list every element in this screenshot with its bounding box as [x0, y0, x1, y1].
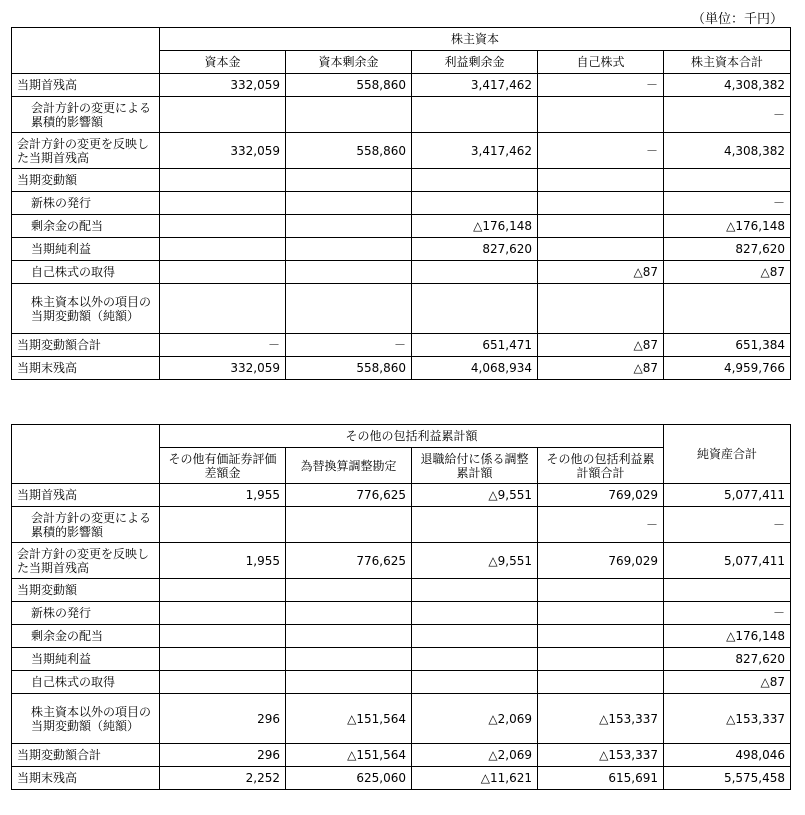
- table-row: [12, 543, 791, 579]
- value-cell: [538, 192, 664, 215]
- row-label: 当期変動額: [12, 579, 160, 602]
- value-cell: 769,029: [538, 543, 664, 579]
- column-header: 資本剰余金: [286, 51, 412, 74]
- value-cell: [160, 192, 286, 215]
- value-cell: △9,551: [412, 484, 538, 507]
- value-cell: [160, 648, 286, 671]
- value-cell: [160, 625, 286, 648]
- value-cell: 558,860: [286, 74, 412, 97]
- value-cell: －: [538, 74, 664, 97]
- value-cell: 615,691: [538, 767, 664, 790]
- value-cell: 4,308,382: [664, 74, 791, 97]
- table-row: [12, 215, 791, 238]
- value-cell: －: [664, 192, 791, 215]
- row-label: 株主資本以外の項目の当期変動額（純額）: [12, 694, 160, 744]
- value-cell: [538, 625, 664, 648]
- value-cell: [664, 169, 791, 192]
- value-cell: [160, 671, 286, 694]
- value-cell: [538, 238, 664, 261]
- row-label: 会計方針の変更による累積的影響額: [12, 97, 160, 133]
- value-cell: 332,059: [160, 133, 286, 169]
- value-cell: 827,620: [664, 648, 791, 671]
- value-cell: △176,148: [664, 215, 791, 238]
- value-cell: [160, 261, 286, 284]
- value-cell: [538, 97, 664, 133]
- value-cell: 3,417,462: [412, 133, 538, 169]
- value-cell: 5,575,458: [664, 767, 791, 790]
- row-label: 株主資本以外の項目の当期変動額（純額）: [12, 284, 160, 334]
- value-cell: 827,620: [664, 238, 791, 261]
- column-header: 退職給付に係る調整累計額: [412, 448, 538, 484]
- value-cell: [412, 602, 538, 625]
- value-cell: [412, 192, 538, 215]
- row-label: 会計方針の変更を反映した当期首残高: [12, 543, 160, 579]
- value-cell: [412, 625, 538, 648]
- table-row: [12, 671, 791, 694]
- value-cell: 4,308,382: [664, 133, 791, 169]
- row-label: 会計方針の変更を反映した当期首残高: [12, 133, 160, 169]
- column-header: 資本金: [160, 51, 286, 74]
- value-cell: △2,069: [412, 694, 538, 744]
- value-cell: △87: [538, 357, 664, 380]
- value-cell: [412, 284, 538, 334]
- table-row: [12, 357, 791, 380]
- value-cell: △11,621: [412, 767, 538, 790]
- total-header: 純資産合計: [664, 425, 791, 484]
- value-cell: [286, 97, 412, 133]
- value-cell: △153,337: [538, 694, 664, 744]
- value-cell: 296: [160, 694, 286, 744]
- row-label: 新株の発行: [12, 602, 160, 625]
- value-cell: 498,046: [664, 744, 791, 767]
- value-cell: 2,252: [160, 767, 286, 790]
- row-label: 自己株式の取得: [12, 671, 160, 694]
- value-cell: [160, 238, 286, 261]
- value-cell: 1,955: [160, 543, 286, 579]
- table-row: [12, 484, 791, 507]
- value-cell: △153,337: [664, 694, 791, 744]
- value-cell: [286, 284, 412, 334]
- table-row: [12, 261, 791, 284]
- value-cell: －: [160, 334, 286, 357]
- value-cell: [412, 579, 538, 602]
- value-cell: [286, 648, 412, 671]
- value-cell: △176,148: [412, 215, 538, 238]
- table-row: [12, 744, 791, 767]
- value-cell: △153,337: [538, 744, 664, 767]
- value-cell: △2,069: [412, 744, 538, 767]
- column-header: 株主資本合計: [664, 51, 791, 74]
- row-label: 当期末残高: [12, 357, 160, 380]
- table-row: [12, 169, 791, 192]
- value-cell: [412, 671, 538, 694]
- table-row: [12, 192, 791, 215]
- row-label: 当期変動額合計: [12, 334, 160, 357]
- value-cell: [412, 648, 538, 671]
- table-row: [12, 648, 791, 671]
- value-cell: [286, 238, 412, 261]
- row-label: 当期純利益: [12, 238, 160, 261]
- value-cell: 1,955: [160, 484, 286, 507]
- table-row: [12, 133, 791, 169]
- value-cell: 776,625: [286, 484, 412, 507]
- group-header: その他の包括利益累計額: [160, 425, 664, 448]
- table-row: [12, 74, 791, 97]
- table-row: [12, 334, 791, 357]
- table-row: [12, 507, 791, 543]
- value-cell: [160, 602, 286, 625]
- shareholders-equity-table: [11, 27, 791, 380]
- value-cell: 558,860: [286, 357, 412, 380]
- value-cell: [286, 261, 412, 284]
- value-cell: [160, 169, 286, 192]
- value-cell: 332,059: [160, 74, 286, 97]
- table-row: [12, 579, 791, 602]
- row-label: 剰余金の配当: [12, 625, 160, 648]
- row-label: 剰余金の配当: [12, 215, 160, 238]
- column-header: その他の包括利益累計額合計: [538, 448, 664, 484]
- table-row: [12, 694, 791, 744]
- value-cell: 776,625: [286, 543, 412, 579]
- corner-cell: [12, 425, 160, 484]
- value-cell: △87: [538, 334, 664, 357]
- value-cell: 769,029: [538, 484, 664, 507]
- other-comprehensive-income-table: [11, 424, 791, 790]
- group-header: 株主資本: [160, 28, 791, 51]
- value-cell: 651,471: [412, 334, 538, 357]
- value-cell: [538, 169, 664, 192]
- value-cell: －: [286, 334, 412, 357]
- value-cell: 296: [160, 744, 286, 767]
- row-label: 会計方針の変更による累積的影響額: [12, 507, 160, 543]
- column-header: 利益剰余金: [412, 51, 538, 74]
- value-cell: [286, 507, 412, 543]
- value-cell: [160, 97, 286, 133]
- value-cell: △87: [664, 671, 791, 694]
- table-row: [12, 97, 791, 133]
- value-cell: [286, 169, 412, 192]
- table-row: [12, 284, 791, 334]
- value-cell: －: [538, 507, 664, 543]
- value-cell: [286, 625, 412, 648]
- value-cell: [664, 579, 791, 602]
- table-row: [12, 625, 791, 648]
- value-cell: [538, 215, 664, 238]
- value-cell: △151,564: [286, 744, 412, 767]
- value-cell: 827,620: [412, 238, 538, 261]
- value-cell: －: [538, 133, 664, 169]
- table-row: [12, 767, 791, 790]
- column-header: 為替換算調整勘定: [286, 448, 412, 484]
- value-cell: [412, 169, 538, 192]
- value-cell: [412, 97, 538, 133]
- value-cell: －: [664, 602, 791, 625]
- value-cell: [412, 507, 538, 543]
- value-cell: [538, 284, 664, 334]
- value-cell: [538, 671, 664, 694]
- column-header: その他有価証券評価差額金: [160, 448, 286, 484]
- value-cell: －: [664, 97, 791, 133]
- corner-cell: [12, 28, 160, 74]
- value-cell: [160, 507, 286, 543]
- value-cell: 332,059: [160, 357, 286, 380]
- value-cell: [160, 215, 286, 238]
- table-body: [12, 484, 791, 790]
- value-cell: [286, 602, 412, 625]
- value-cell: [538, 579, 664, 602]
- value-cell: △176,148: [664, 625, 791, 648]
- row-label: 当期首残高: [12, 484, 160, 507]
- value-cell: 558,860: [286, 133, 412, 169]
- row-label: 当期末残高: [12, 767, 160, 790]
- row-label: 当期首残高: [12, 74, 160, 97]
- value-cell: △151,564: [286, 694, 412, 744]
- value-cell: △87: [538, 261, 664, 284]
- column-header: 自己株式: [538, 51, 664, 74]
- value-cell: 625,060: [286, 767, 412, 790]
- row-label: 自己株式の取得: [12, 261, 160, 284]
- value-cell: △87: [664, 261, 791, 284]
- row-label: 当期変動額合計: [12, 744, 160, 767]
- value-cell: 651,384: [664, 334, 791, 357]
- value-cell: △9,551: [412, 543, 538, 579]
- value-cell: 5,077,411: [664, 543, 791, 579]
- row-label: 新株の発行: [12, 192, 160, 215]
- table-body: [12, 74, 791, 380]
- value-cell: [286, 215, 412, 238]
- value-cell: 4,068,934: [412, 357, 538, 380]
- value-cell: 3,417,462: [412, 74, 538, 97]
- value-cell: 4,959,766: [664, 357, 791, 380]
- row-label: 当期変動額: [12, 169, 160, 192]
- value-cell: [412, 261, 538, 284]
- table-row: [12, 238, 791, 261]
- row-label: 当期純利益: [12, 648, 160, 671]
- value-cell: [286, 671, 412, 694]
- table-row: [12, 602, 791, 625]
- value-cell: [286, 579, 412, 602]
- value-cell: [286, 192, 412, 215]
- unit-label: （単位：千円）: [691, 12, 783, 27]
- value-cell: [538, 602, 664, 625]
- value-cell: [664, 284, 791, 334]
- value-cell: [538, 648, 664, 671]
- value-cell: [160, 284, 286, 334]
- value-cell: 5,077,411: [664, 484, 791, 507]
- value-cell: －: [664, 507, 791, 543]
- value-cell: [160, 579, 286, 602]
